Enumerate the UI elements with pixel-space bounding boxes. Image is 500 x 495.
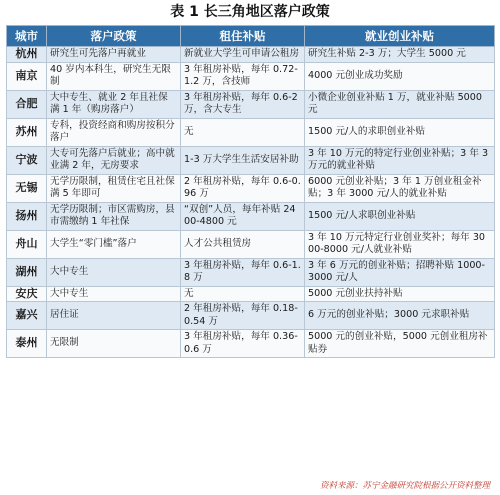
rent-cell: 1-3 万大学生生活安居补助	[181, 146, 305, 174]
city-cell: 宁波	[7, 146, 47, 174]
table-title: 表 1 长三角地区落户政策	[170, 4, 330, 20]
table-row	[7, 118, 495, 146]
rent-cell: 3 年租房补贴，每年 0.36-0.6 万	[181, 330, 305, 358]
rent-cell: 3 年租房补贴，每年 0.72-1.2 万，含技师	[181, 62, 305, 90]
rent-cell: 2 年租房补贴，每年 0.18-0.54 万	[181, 302, 305, 330]
city-cell: 舟山	[7, 230, 47, 258]
job-cell: 研究生补贴 2-3 万；大学生 5000 元	[305, 47, 495, 63]
job-cell: 6000 元创业补贴；3 年 1 万创业租金补贴；3 年 3000 元/人的就业补贴	[305, 174, 495, 202]
city-cell: 扬州	[7, 202, 47, 230]
rent-cell: 3 年租房补贴，每年 0.6-2 万，含大专生	[181, 90, 305, 118]
table-row	[7, 174, 495, 202]
city-cell: 苏州	[7, 118, 47, 146]
table-row	[7, 202, 495, 230]
header-rent: 租住补贴	[181, 26, 305, 47]
table-row	[7, 330, 495, 358]
rent-cell: 2 年租房补贴，每年 0.6-0.96 万	[181, 174, 305, 202]
job-cell: 5000 元创业扶持补贴	[305, 286, 495, 302]
job-cell: 4000 元创业成功奖励	[305, 62, 495, 90]
table-row	[7, 47, 495, 63]
policy-cell: 大中专生	[47, 286, 181, 302]
header-city: 城市	[7, 26, 47, 47]
job-cell: 3 年 10 万元的特定行业创业补贴；3 年 3 万元的就业补贴	[305, 146, 495, 174]
policy-cell: 无学历限制，租赁住宅且社保满 5 年即可	[47, 174, 181, 202]
city-cell: 湖州	[7, 258, 47, 286]
city-cell: 安庆	[7, 286, 47, 302]
rent-cell: “双创”人员，每年补贴 2400-4800 元	[181, 202, 305, 230]
rent-cell: 3 年租房补贴，每年 0.6-1.8 万	[181, 258, 305, 286]
job-cell: 3 年 10 万元特定行业创业奖补；每年 3000-8000 元/人就业补贴	[305, 230, 495, 258]
table-row	[7, 286, 495, 302]
source-note: 资料来源：苏宁金融研究院根据公开资料整理	[319, 481, 490, 491]
table-row	[7, 146, 495, 174]
rent-cell: 无	[181, 118, 305, 146]
policy-cell: 大中专生、就业 2 年且社保满 1 年（购房落户）	[47, 90, 181, 118]
policy-cell: 大学生“零门槛”落户	[47, 230, 181, 258]
policy-cell: 大中专生	[47, 258, 181, 286]
table-row	[7, 90, 495, 118]
policy-cell: 无学历限制；市区需购房，县市需缴纳 1 年社保	[47, 202, 181, 230]
policy-cell: 居住证	[47, 302, 181, 330]
city-cell: 泰州	[7, 330, 47, 358]
policy-cell: 40 岁内本科生，研究生无限制	[47, 62, 181, 90]
policy-cell: 大专可先落户后就业；高中就业满 2 年，无房要求	[47, 146, 181, 174]
city-cell: 嘉兴	[7, 302, 47, 330]
rent-cell: 新就业大学生可申请公租房	[181, 47, 305, 63]
city-cell: 南京	[7, 62, 47, 90]
table-row	[7, 258, 495, 286]
policy-cell: 研究生可先落户再就业	[47, 47, 181, 63]
city-cell: 无锡	[7, 174, 47, 202]
header-job: 就业创业补贴	[305, 26, 495, 47]
header-policy: 落户政策	[47, 26, 181, 47]
city-cell: 杭州	[7, 47, 47, 63]
header-row	[7, 26, 495, 47]
table-row	[7, 62, 495, 90]
policy-cell: 无限制	[47, 330, 181, 358]
policy-cell: 专科，投资经商和购房按积分落户	[47, 118, 181, 146]
policy-table	[6, 25, 495, 358]
job-cell: 1500 元/人的求职创业补贴	[305, 118, 495, 146]
job-cell: 3 年 6 万元的创业补贴；招聘补贴 1000-3000 元/人	[305, 258, 495, 286]
city-cell: 合肥	[7, 90, 47, 118]
job-cell: 小微企业创业补贴 1 万，就业补贴 5000 元	[305, 90, 495, 118]
table-row	[7, 302, 495, 330]
rent-cell: 人才公共租赁房	[181, 230, 305, 258]
job-cell: 6 万元的创业补贴；3000 元求职补贴	[305, 302, 495, 330]
job-cell: 5000 元的创业补贴，5000 元创业租房补贴券	[305, 330, 495, 358]
table-body	[7, 47, 495, 358]
rent-cell: 无	[181, 286, 305, 302]
table-row	[7, 230, 495, 258]
job-cell: 1500 元/人求职创业补贴	[305, 202, 495, 230]
